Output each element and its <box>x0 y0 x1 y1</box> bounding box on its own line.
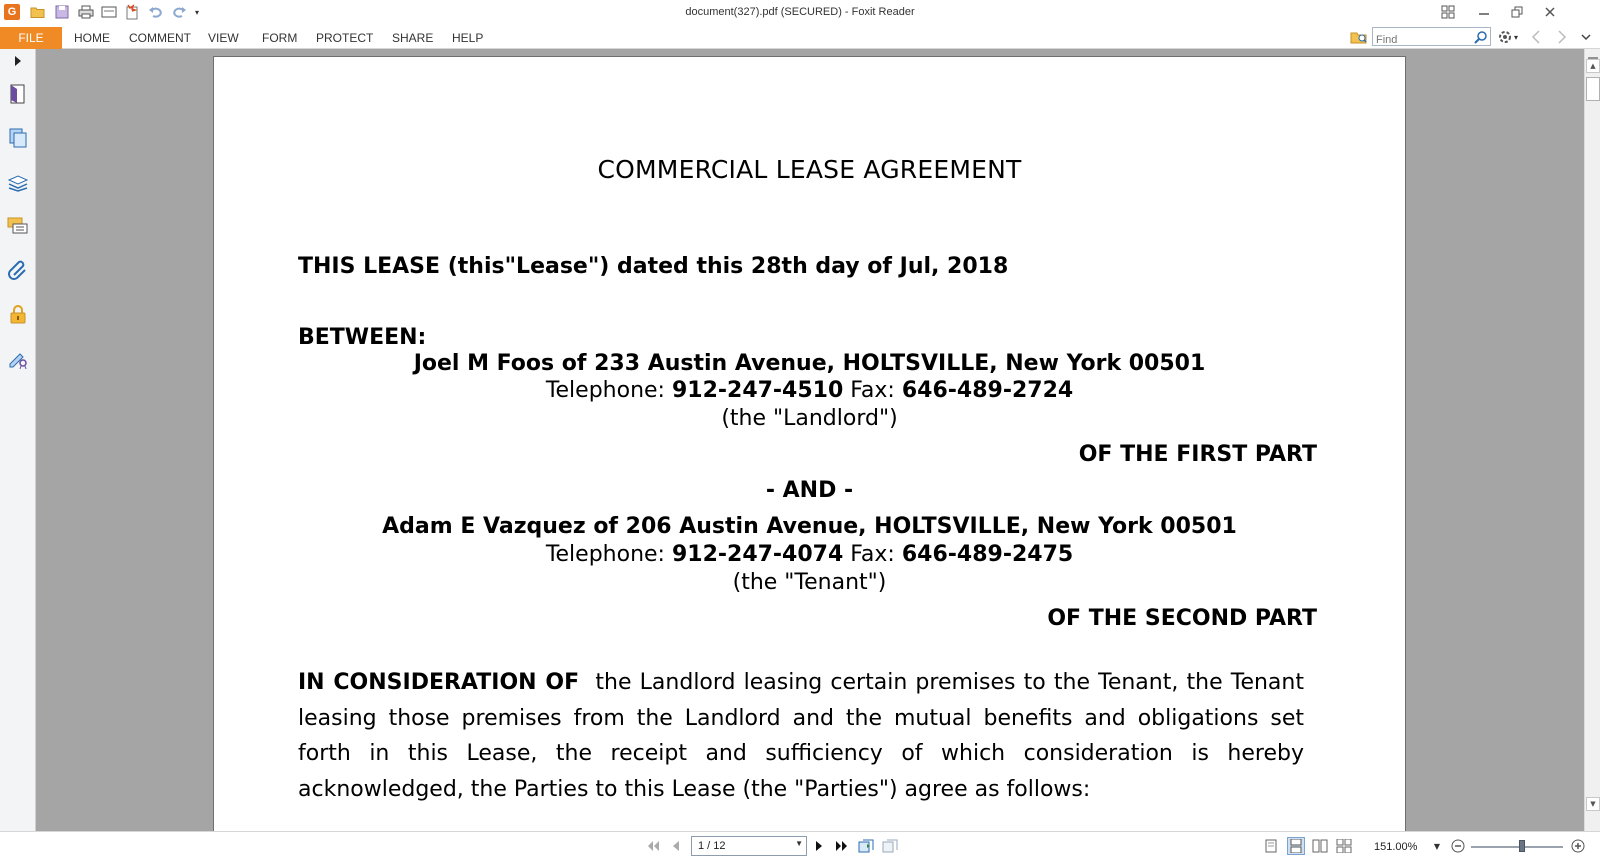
pages-icon[interactable] <box>6 126 30 150</box>
landlord-fax-label: Fax: <box>843 378 902 403</box>
lease-date-line: THIS LEASE (this"Lease") dated this 28th day of Jul, 2018 <box>298 254 1009 279</box>
zoom-slider-thumb[interactable] <box>1519 840 1525 852</box>
tab-home[interactable]: HOME <box>74 31 110 45</box>
zoom-slider-track[interactable] <box>1471 846 1563 848</box>
status-bar <box>0 831 1600 858</box>
layers-icon[interactable] <box>6 170 30 194</box>
page-dropdown-icon[interactable]: ▼ <box>795 839 803 848</box>
tab-file[interactable]: FILE <box>0 27 62 49</box>
tab-share[interactable]: SHARE <box>392 31 434 45</box>
continuous-facing-view-icon[interactable] <box>1336 838 1352 854</box>
landlord-role: (the "Landlord") <box>721 406 898 431</box>
scroll-up-icon[interactable]: ▲ <box>1586 59 1600 73</box>
zoom-dropdown-icon[interactable]: ▼ <box>1433 841 1441 851</box>
find-box <box>1372 27 1491 46</box>
zoom-out-icon[interactable] <box>1450 838 1466 854</box>
collapse-ribbon-icon[interactable] <box>1580 29 1592 45</box>
landlord-fax: 646-489-2724 <box>901 378 1074 403</box>
last-page-icon[interactable] <box>834 838 850 854</box>
expand-panel-icon[interactable] <box>6 53 30 69</box>
tenant-fax-label: Fax: <box>843 542 902 567</box>
first-page-icon[interactable] <box>645 838 661 854</box>
landlord-phone-label: Telephone: <box>545 378 672 403</box>
facing-view-icon[interactable] <box>1312 838 1328 854</box>
customize-toolbar-icon[interactable]: ▾ <box>194 7 199 17</box>
window-title: document(327).pdf (SECURED) - Foxit Reader <box>685 6 915 18</box>
attachments-icon[interactable] <box>6 258 30 282</box>
tenant-phone-label: Telephone: <box>545 542 672 567</box>
tab-protect[interactable]: PROTECT <box>316 31 374 45</box>
close-icon[interactable] <box>1540 3 1560 21</box>
minimize-icon[interactable] <box>1474 3 1494 21</box>
tenant-role: (the "Tenant") <box>732 570 887 595</box>
landlord-phone: 912-247-4510 <box>671 378 844 403</box>
zoom-level[interactable]: 151.00% <box>1374 841 1418 853</box>
scroll-thumb[interactable] <box>1586 77 1600 101</box>
previous-view-icon[interactable] <box>858 838 874 854</box>
landlord-name-address: Joel M Foos of 233 Austin Avenue, HOLTSVILLE, New York 00501 <box>413 351 1206 376</box>
zoom-in-icon[interactable] <box>1570 838 1586 854</box>
document-title: COMMERCIAL LEASE AGREEMENT <box>597 155 1022 184</box>
consideration-body: the Landlord leasing certain premises to the Tenant, the Tenant leasing those premises from the Landlord and the mutual benefits and obligations set forth in this Lease, the receipt and sufficiency of which consideration is hereby acknowledged, the Parties to this Lease (the "Parties") agree as follows: <box>298 670 1311 802</box>
consideration-lead: IN CONSIDERATION OF <box>298 670 580 695</box>
single-page-view-icon[interactable] <box>1263 838 1279 854</box>
tab-comment[interactable]: COMMENT <box>129 31 191 45</box>
security-lock-icon[interactable] <box>6 302 30 326</box>
search-icon[interactable] <box>1474 29 1488 48</box>
landlord-contact <box>214 378 1405 403</box>
scroll-down-icon[interactable]: ▼ <box>1586 797 1600 811</box>
pdf-page <box>213 56 1406 831</box>
between-heading: BETWEEN: <box>298 325 427 350</box>
search-settings-icon[interactable] <box>1497 29 1513 45</box>
document-workarea <box>36 49 1584 831</box>
search-options-dropdown-icon[interactable]: ▾ <box>1513 32 1518 42</box>
search-folder-icon[interactable] <box>1350 28 1368 46</box>
comments-icon[interactable] <box>6 214 30 238</box>
ribbon-tabs <box>0 25 1600 49</box>
find-previous-icon[interactable] <box>1528 29 1544 45</box>
tenant-phone: 912-247-4074 <box>671 542 844 567</box>
navigation-panel <box>0 49 36 831</box>
and-separator: - AND - <box>765 478 854 503</box>
tab-form[interactable]: FORM <box>262 31 298 45</box>
ribbon-layout-icon[interactable] <box>1438 3 1458 21</box>
find-input[interactable] <box>1373 32 1471 49</box>
previous-page-icon[interactable] <box>668 838 684 854</box>
tab-view[interactable]: VIEW <box>208 31 239 45</box>
foxit-logo-icon[interactable]: G <box>4 4 20 20</box>
tenant-contact <box>214 542 1405 567</box>
find-next-icon[interactable] <box>1554 29 1570 45</box>
first-part-label: OF THE FIRST PART <box>1078 442 1317 467</box>
restore-icon[interactable] <box>1507 3 1527 21</box>
next-view-icon[interactable] <box>882 838 898 854</box>
page-thumbnails-icon[interactable] <box>6 82 30 106</box>
page-number-field[interactable] <box>691 836 807 856</box>
next-page-icon[interactable] <box>811 838 827 854</box>
title-bar <box>0 0 1600 25</box>
tab-help[interactable]: HELP <box>452 31 484 45</box>
split-handle-icon[interactable] <box>1587 49 1599 57</box>
continuous-view-icon[interactable] <box>1287 837 1305 855</box>
page-indicator: 1 / 12 <box>698 840 726 852</box>
consideration-paragraph <box>298 665 1311 807</box>
tenant-name-address: Adam E Vazquez of 206 Austin Avenue, HOLTSVILLE, New York 00501 <box>382 514 1237 539</box>
vertical-scrollbar[interactable] <box>1584 49 1600 831</box>
tenant-fax: 646-489-2475 <box>901 542 1074 567</box>
signatures-icon[interactable] <box>6 346 30 370</box>
second-part-label: OF THE SECOND PART <box>1047 606 1317 631</box>
